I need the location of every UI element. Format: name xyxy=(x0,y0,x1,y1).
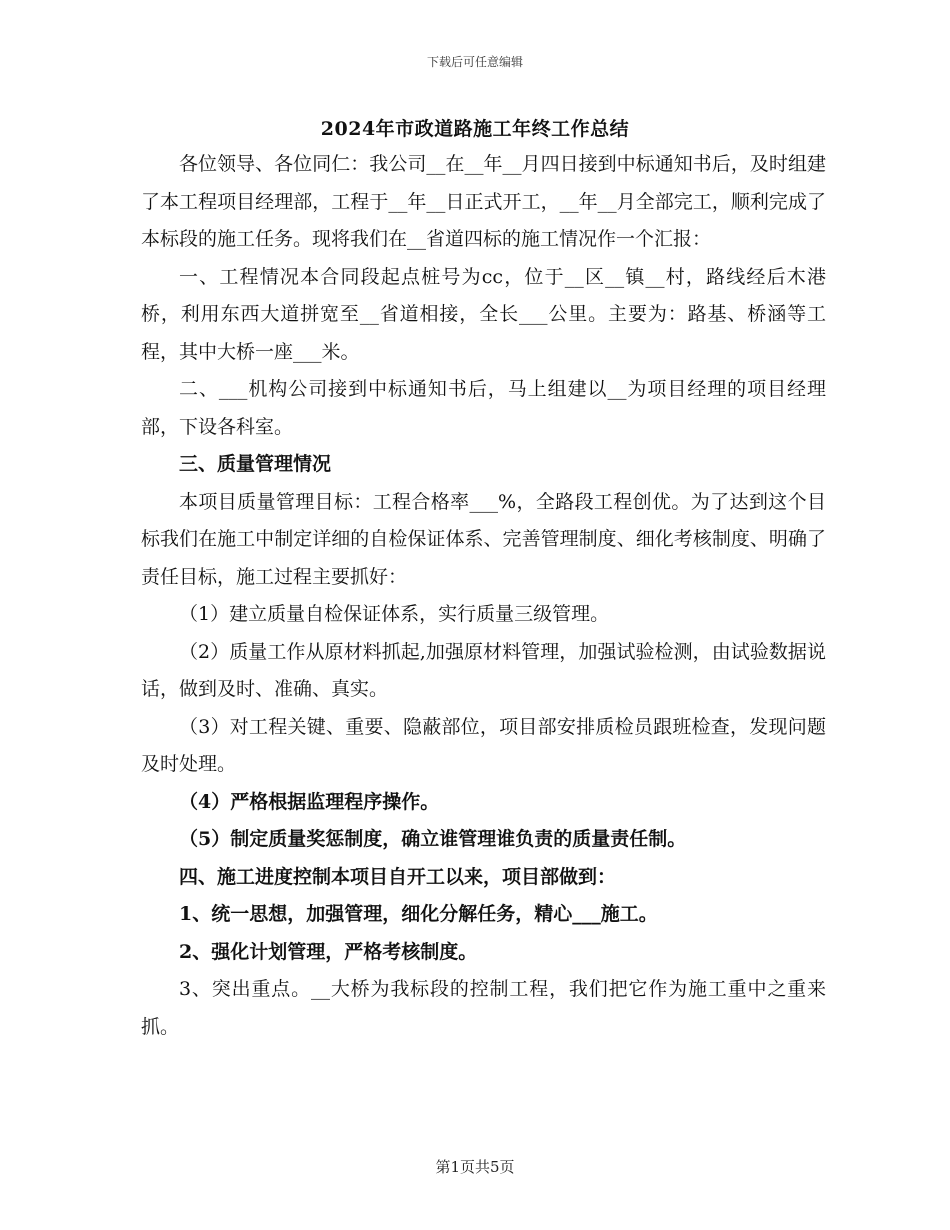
list-item-progress-2: 2、强化计划管理，严格考核制度。 xyxy=(179,940,478,963)
document-body xyxy=(141,146,826,1046)
paragraph-organization: 二、___机构公司接到中标通知书后，马上组建以__为项目经理的项目经理部，下设各科室。 xyxy=(141,378,826,438)
list-item-progress-1: 1、统一思想，加强管理，细化分解任务，精心___施工。 xyxy=(179,903,658,925)
paragraph-project-overview: 一、工程情况本合同段起点桩号为cc，位于__区__镇__村，路线经后木港桥，利用东西大道拼宽至__省道相接，全长___公里。主要为：路基、桥涵等工程，其中大桥一座___米。 xyxy=(141,265,826,363)
section-heading-progress: 四、施工进度控制本项目自开工以来，项目部做到： xyxy=(179,865,617,888)
list-item-quality-4: （4）严格根据监理程序操作。 xyxy=(179,790,440,813)
list-item-quality-2: （2）质量工作从原材料抓起,加强原材料管理，加强试验检测，由试验数据说话，做到及时、准确、真实。 xyxy=(141,640,826,700)
document-title: 2024年市政道路施工年终工作总结 xyxy=(320,118,630,140)
list-item-quality-5: （5）制定质量奖惩制度，确立谁管理谁负责的质量责任制。 xyxy=(179,828,687,850)
paragraph-quality-goal: 本项目质量管理目标：工程合格率___%，全路段工程创优。为了达到这个目标我们在施工中制定详细的自检保证体系、完善管理制度、细化考核制度、明确了责任目标，施工过程主要抓好： xyxy=(141,490,826,588)
list-item-progress-3: 3、突出重点。__大桥为我标段的控制工程，我们把它作为施工重中之重来抓。 xyxy=(141,978,826,1038)
header-note: 下载后可任意编辑 xyxy=(426,55,523,69)
section-heading-quality: 三、质量管理情况 xyxy=(179,453,332,475)
page-footer: 第1页共5页 xyxy=(435,1158,515,1176)
list-item-quality-1: （1）建立质量自检保证体系，实行质量三级管理。 xyxy=(179,603,610,625)
paragraph-intro: 各位领导、各位同仁：我公司__在__年__月四日接到中标通知书后，及时组建了本工程项目经理部，工程于__年__日正式开工，__年__月全部完工，顺利完成了本标段的施工任务。现将我们在__省道四标的施工情况作一个汇报： xyxy=(141,153,826,250)
list-item-quality-3: （3）对工程关键、重要、隐蔽部位，项目部安排质检员跟班检查，发现问题及时处理。 xyxy=(141,715,826,775)
